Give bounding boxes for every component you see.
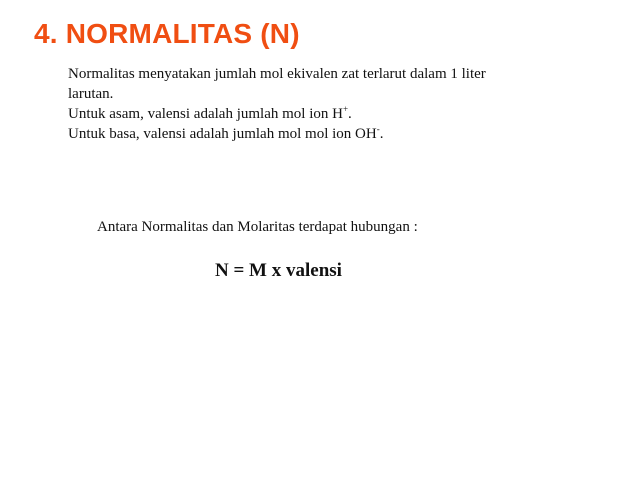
- acid-valence-line: [68, 104, 588, 124]
- acid-valence-text: Untuk asam, valensi adalah jumlah mol ion H: [68, 106, 343, 122]
- definition-text: [68, 64, 588, 144]
- definition-line-1: Normalitas menyatakan jumlah mol ekivalen zat terlarut dalam 1 liter: [68, 66, 486, 82]
- acid-line-period: .: [348, 106, 352, 122]
- h-ion-charge: +: [342, 104, 349, 114]
- slide-title: 4. NORMALITAS (N): [34, 18, 300, 49]
- base-valence-line: [68, 124, 588, 144]
- base-valence-text: Untuk basa, valensi adalah jumlah mol mol ion OH: [68, 126, 377, 142]
- relation-text: Antara Normalitas dan Molaritas terdapat hubungan :: [97, 219, 418, 235]
- normality-formula: N = M x valensi: [215, 260, 342, 281]
- oh-ion-charge: -: [376, 124, 380, 134]
- base-line-period: .: [379, 126, 384, 142]
- definition-line-2: larutan.: [68, 86, 114, 102]
